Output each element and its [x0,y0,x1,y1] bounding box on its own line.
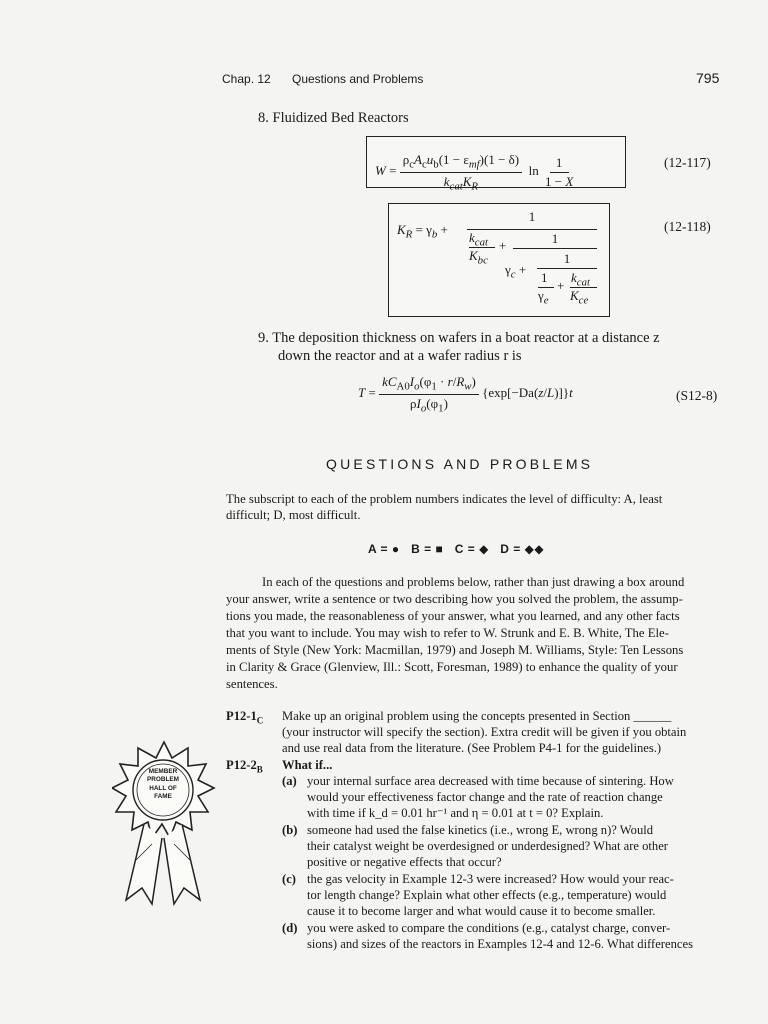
p12-2-title: What if... [282,758,333,772]
section-8-label: 8. Fluidized Bed Reactors [258,110,409,126]
eq118-kbc: $K_{bc}$ [469,248,488,267]
eq118-kcat-2: $k_{cat}$ [571,270,591,289]
item-c-label: (c) [282,872,296,886]
equation-number-12-118: (12-118) [664,219,711,234]
item-d-line-2: sions) and sizes of the reactors in Examples 12-4 and 12-6. What differences [307,937,693,951]
equation-number-12-117: (12-117) [664,155,711,170]
item-b-line-1: someone had used the false kinetics (i.e., wrong E, wrong n)? Would [307,823,654,837]
eq118-one: 1 [541,270,548,285]
badge-line-4: FAME [154,793,172,801]
item-c-line-2: tor length change? Explain what other effects (e.g., temperature) would [307,888,667,902]
eq118-frac-bar-2 [513,248,597,249]
ribbon-icon [112,740,216,908]
intro-line-1: The subscript to each of the problem numbers indicates the level of difficulty: A, least [226,492,663,506]
item-a-line-1: your internal surface area decreased with time because of sintering. How [307,774,674,788]
item-b-label: (b) [282,823,298,837]
equation-12-117: W = $\frac{\rho_cA_cu_b(1 - \varepsilon_{mf})(1 - \delta)}{k_{cat}K_R}$ ln $\frac{1}{1 - X}$ [375,152,574,193]
badge-line-1: MEMBER [148,768,178,775]
item-b-line-3: positive or negative effects that occur? [307,855,502,869]
equation-12-118: $K_R = \gamma_b$ + [397,222,448,241]
page-number: 795 [696,70,720,86]
section-9-line-2: down the reactor and at a wafer radius r is [278,348,522,364]
para-line-7: sentences. [226,677,278,691]
eq118-plus-1: + [499,238,507,253]
eq118-plus-2: + [557,278,565,293]
running-header-title: Questions and Problems [292,72,424,86]
p12-1-line-2: (your instructor will specify the section). Extra credit will be given if you obtain [282,725,687,739]
difficulty-legend: A = ● B = ■ C = ◆ D = ◆◆ [368,542,545,556]
equation-12-118-box [388,203,610,317]
badge-text [138,768,188,802]
equation-s12-8: T = $\frac{kC_{A0}I_o(\varphi_1 \cdot r/R_w)}{\rho I_o(\varphi_1)}$ {exp[−Da(z/L)]}t [358,374,573,415]
para-line-5: ments of Style (New York: Macmillan, 1979) and Joseph M. Williams, Style: Ten Lessons [226,643,684,657]
problem-p12-1-label: $P12-1_C$ [226,709,264,726]
item-b-line-2: their catalyst weight be overdesigned or underdesigned? What are other [307,839,669,853]
eq118-num-3: 1 [563,251,571,266]
p12-1-line-3: and use real data from the literature. (See Problem P4-1 for the guidelines.) [282,741,662,755]
item-c-line-3: cause it to become larger and what would cause it to become smaller. [307,904,656,918]
badge-line-3: HALL OF [149,784,177,792]
eq118-num-1: 1 [528,209,536,224]
item-a-line-3: with time if k_d = 0.01 hr⁻¹ and η = 0.01 at t = 0? Explain. [307,806,604,820]
para-line-4: that you want to include. You may wish to refer to W. Strunk and E. B. White, The Ele- [226,626,669,640]
para-line-3: tions you made, the reasonableness of your answer, what you learned, and any other facts [226,609,680,623]
para-line-1: In each of the questions and problems below, rather than just drawing a box around [262,575,685,589]
item-a-label: (a) [282,774,297,788]
eq118-gamma-e: $\gamma_e$ [538,288,549,307]
equation-number-s12-8: (S12-8) [676,388,718,403]
badge-line-2: PROBLEM [147,776,179,784]
section-9-line-1: 9. The deposition thickness on wafers in a boat reactor at a distance z [258,330,660,346]
para-line-6: in Clarity & Grace (Glenview, Ill.: Scott, Foresman, 1989) to enhance the quality of your [226,660,678,674]
eq118-num-2: 1 [551,231,559,246]
p12-1-line-1: Make up an original problem using the concepts presented in Section ______ [282,709,672,723]
item-d-label: (d) [282,921,298,935]
item-a-line-2: would your effectiveness factor change and the rate of reaction change [307,790,663,804]
item-d-line-1: you were asked to compare the conditions (e.g., catalyst charge, conver- [307,921,671,935]
questions-heading: QUESTIONS AND PROBLEMS [326,456,594,472]
running-header-chapter: Chap. 12 [222,72,271,86]
eq118-gamma-c: $\gamma_c$ + [505,262,527,281]
eq118-kce: $K_{ce}$ [570,288,589,307]
hall-of-fame-badge [112,740,216,908]
intro-line-2: difficult; D, most difficult. [226,508,361,522]
eq118-kcat-1: $k_{cat}$ [469,230,489,249]
equation-12-117-box [366,136,626,193]
para-line-2: your answer, write a sentence or two describing how you solved the problem, the assump- [226,592,683,606]
problem-p12-2-label: $P12-2_B$ [226,758,263,775]
eq118-frac-bar-3 [537,268,597,269]
item-c-line-1: the gas velocity in Example 12-3 were increased? How would your reac- [307,872,674,886]
